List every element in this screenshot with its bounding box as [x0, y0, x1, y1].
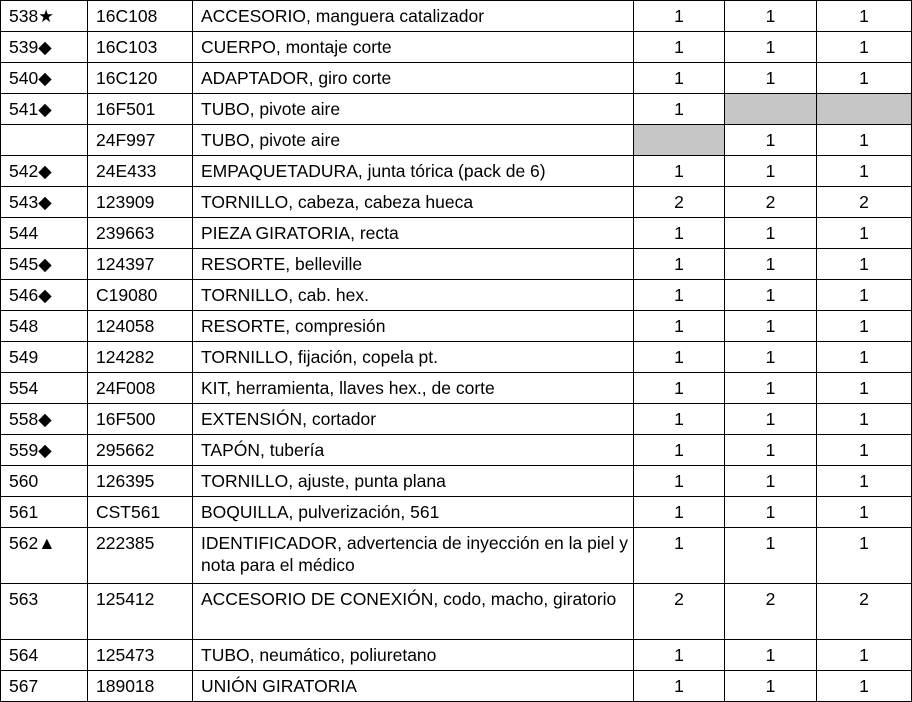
- table-row: [1, 187, 912, 218]
- qty-cell: 1: [634, 94, 725, 125]
- description-cell: KIT, herramienta, llaves hex., de corte: [193, 373, 634, 404]
- table-row: [1, 249, 912, 280]
- qty-cell: 1: [725, 435, 817, 466]
- qty-cell: 1: [817, 435, 912, 466]
- description-cell: RESORTE, compresión: [193, 311, 634, 342]
- table-row: [1, 156, 912, 187]
- description-cell: IDENTIFICADOR, advertencia de inyección en la piel y nota para el médico: [193, 528, 634, 584]
- table-row: [1, 584, 912, 640]
- qty-cell-not-applicable: [725, 94, 817, 125]
- description-cell: ADAPTADOR, giro corte: [193, 63, 634, 94]
- qty-cell: 1: [634, 32, 725, 63]
- description-cell: TUBO, neumático, poliuretano: [193, 640, 634, 671]
- ref-cell: 562▲: [1, 528, 88, 584]
- ref-cell: 539◆: [1, 32, 88, 63]
- ref-cell: 563: [1, 584, 88, 640]
- qty-cell: 1: [817, 640, 912, 671]
- qty-cell: 1: [817, 125, 912, 156]
- table-row: [1, 671, 912, 702]
- table-row: [1, 373, 912, 404]
- qty-cell: 1: [817, 156, 912, 187]
- description-cell: EXTENSIÓN, cortador: [193, 404, 634, 435]
- qty-cell: 2: [634, 584, 725, 640]
- description-cell: UNIÓN GIRATORIA: [193, 671, 634, 702]
- qty-cell: 1: [725, 640, 817, 671]
- qty-cell: 2: [817, 187, 912, 218]
- ref-cell: 561: [1, 497, 88, 528]
- table-row: [1, 94, 912, 125]
- description-cell: CUERPO, montaje corte: [193, 32, 634, 63]
- part-number-cell: 123909: [88, 187, 193, 218]
- description-cell: BOQUILLA, pulverización, 561: [193, 497, 634, 528]
- qty-cell: 1: [817, 63, 912, 94]
- qty-cell: 1: [725, 125, 817, 156]
- part-number-cell: 239663: [88, 218, 193, 249]
- part-number-cell: 16C103: [88, 32, 193, 63]
- table-row: [1, 63, 912, 94]
- part-number-cell: C19080: [88, 280, 193, 311]
- qty-cell: 2: [634, 187, 725, 218]
- ref-cell: 554: [1, 373, 88, 404]
- part-number-cell: 126395: [88, 466, 193, 497]
- qty-cell: 1: [634, 1, 725, 32]
- part-number-cell: 124282: [88, 342, 193, 373]
- table-row: [1, 218, 912, 249]
- qty-cell: 1: [725, 373, 817, 404]
- qty-cell: 1: [634, 342, 725, 373]
- part-number-cell: 24F997: [88, 125, 193, 156]
- qty-cell: 1: [725, 342, 817, 373]
- table-row: [1, 404, 912, 435]
- part-number-cell: 189018: [88, 671, 193, 702]
- qty-cell: 1: [817, 466, 912, 497]
- ref-cell: 542◆: [1, 156, 88, 187]
- table-row: [1, 435, 912, 466]
- table-row: [1, 32, 912, 63]
- qty-cell: 1: [725, 671, 817, 702]
- description-cell: TUBO, pivote aire: [193, 94, 634, 125]
- ref-cell: 549: [1, 342, 88, 373]
- qty-cell: 1: [725, 280, 817, 311]
- qty-cell: 1: [634, 671, 725, 702]
- table-row: [1, 342, 912, 373]
- qty-cell: 1: [725, 32, 817, 63]
- qty-cell: 1: [817, 671, 912, 702]
- qty-cell: 1: [817, 1, 912, 32]
- table-row: [1, 640, 912, 671]
- table-row: [1, 466, 912, 497]
- ref-cell: 544: [1, 218, 88, 249]
- qty-cell: 1: [817, 280, 912, 311]
- ref-cell: 548: [1, 311, 88, 342]
- qty-cell: 1: [725, 466, 817, 497]
- part-number-cell: 16C108: [88, 1, 193, 32]
- description-cell: ACCESORIO, manguera catalizador: [193, 1, 634, 32]
- qty-cell-not-applicable: [634, 125, 725, 156]
- qty-cell: 1: [725, 497, 817, 528]
- ref-cell: 558◆: [1, 404, 88, 435]
- qty-cell: 1: [725, 156, 817, 187]
- qty-cell: 1: [725, 528, 817, 584]
- description-cell: TORNILLO, ajuste, punta plana: [193, 466, 634, 497]
- qty-cell: 1: [725, 311, 817, 342]
- description-cell: TAPÓN, tubería: [193, 435, 634, 466]
- qty-cell: 2: [725, 187, 817, 218]
- description-cell: RESORTE, belleville: [193, 249, 634, 280]
- qty-cell: 1: [817, 218, 912, 249]
- part-number-cell: 124397: [88, 249, 193, 280]
- description-cell: TORNILLO, cab. hex.: [193, 280, 634, 311]
- qty-cell: 1: [634, 466, 725, 497]
- description-cell: TORNILLO, cabeza, cabeza hueca: [193, 187, 634, 218]
- qty-cell: 1: [725, 218, 817, 249]
- qty-cell: 1: [634, 249, 725, 280]
- qty-cell: 1: [817, 528, 912, 584]
- ref-cell: [1, 125, 88, 156]
- qty-cell: 1: [725, 63, 817, 94]
- table-row: [1, 1, 912, 32]
- qty-cell: 1: [634, 497, 725, 528]
- part-number-cell: 16F501: [88, 94, 193, 125]
- table-row: [1, 125, 912, 156]
- qty-cell: 1: [634, 404, 725, 435]
- qty-cell: 1: [634, 435, 725, 466]
- qty-cell: 1: [725, 1, 817, 32]
- part-number-cell: 125473: [88, 640, 193, 671]
- ref-cell: 541◆: [1, 94, 88, 125]
- qty-cell: 2: [817, 584, 912, 640]
- qty-cell: 2: [725, 584, 817, 640]
- part-number-cell: 124058: [88, 311, 193, 342]
- part-number-cell: 24E433: [88, 156, 193, 187]
- part-number-cell: 16C120: [88, 63, 193, 94]
- qty-cell: 1: [634, 63, 725, 94]
- qty-cell-not-applicable: [817, 94, 912, 125]
- part-number-cell: 16F500: [88, 404, 193, 435]
- part-number-cell: 24F008: [88, 373, 193, 404]
- ref-cell: 545◆: [1, 249, 88, 280]
- part-number-cell: 222385: [88, 528, 193, 584]
- qty-cell: 1: [817, 32, 912, 63]
- ref-cell: 564: [1, 640, 88, 671]
- description-cell: TUBO, pivote aire: [193, 125, 634, 156]
- qty-cell: 1: [634, 280, 725, 311]
- part-number-cell: 295662: [88, 435, 193, 466]
- qty-cell: 1: [725, 249, 817, 280]
- qty-cell: 1: [817, 249, 912, 280]
- qty-cell: 1: [817, 497, 912, 528]
- description-cell: TORNILLO, fijación, copela pt.: [193, 342, 634, 373]
- qty-cell: 1: [817, 311, 912, 342]
- ref-cell: 546◆: [1, 280, 88, 311]
- table-row: [1, 497, 912, 528]
- table-row: [1, 311, 912, 342]
- ref-cell: 540◆: [1, 63, 88, 94]
- qty-cell: 1: [725, 404, 817, 435]
- ref-cell: 538★: [1, 1, 88, 32]
- parts-table-body: [1, 1, 912, 702]
- qty-cell: 1: [634, 640, 725, 671]
- qty-cell: 1: [817, 404, 912, 435]
- qty-cell: 1: [817, 373, 912, 404]
- part-number-cell: 125412: [88, 584, 193, 640]
- table-row: [1, 528, 912, 584]
- qty-cell: 1: [634, 311, 725, 342]
- ref-cell: 543◆: [1, 187, 88, 218]
- qty-cell: 1: [817, 342, 912, 373]
- qty-cell: 1: [634, 156, 725, 187]
- ref-cell: 560: [1, 466, 88, 497]
- description-cell: PIEZA GIRATORIA, recta: [193, 218, 634, 249]
- qty-cell: 1: [634, 218, 725, 249]
- description-cell: EMPAQUETADURA, junta tórica (pack de 6): [193, 156, 634, 187]
- ref-cell: 567: [1, 671, 88, 702]
- description-cell: ACCESORIO DE CONEXIÓN, codo, macho, giratorio: [193, 584, 634, 640]
- part-number-cell: CST561: [88, 497, 193, 528]
- ref-cell: 559◆: [1, 435, 88, 466]
- qty-cell: 1: [634, 528, 725, 584]
- table-row: [1, 280, 912, 311]
- qty-cell: 1: [634, 373, 725, 404]
